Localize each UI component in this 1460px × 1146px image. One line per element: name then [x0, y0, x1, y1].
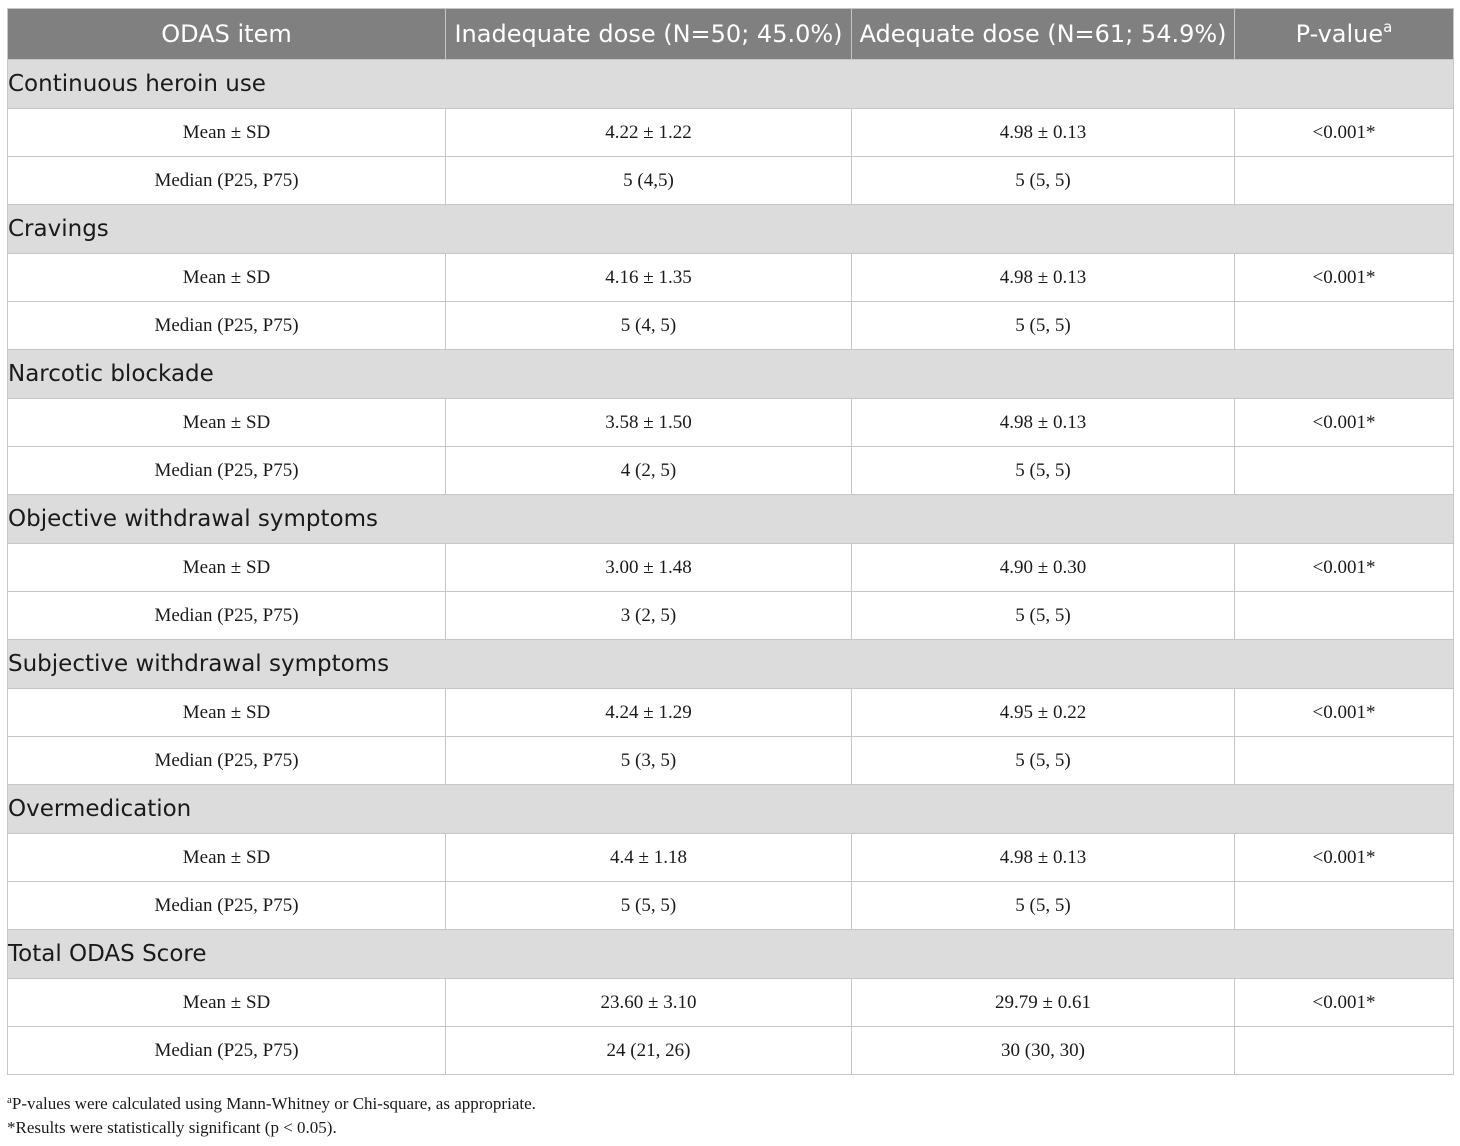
row-label: Median (P25, P75)	[8, 157, 446, 205]
adequate-dose-value: 5 (5, 5)	[852, 302, 1235, 350]
adequate-dose-value: 29.79 ± 0.61	[852, 979, 1235, 1027]
adequate-dose-value: 4.98 ± 0.13	[852, 109, 1235, 157]
row-label: Mean ± SD	[8, 254, 446, 302]
p-value	[1235, 447, 1454, 495]
section-row	[8, 60, 1454, 109]
header-row	[8, 9, 1454, 60]
adequate-dose-value: 5 (5, 5)	[852, 157, 1235, 205]
adequate-dose-value: 4.95 ± 0.22	[852, 689, 1235, 737]
section-row	[8, 785, 1454, 834]
p-value	[1235, 737, 1454, 785]
inadequate-dose-value: 4.16 ± 1.35	[446, 254, 852, 302]
row-label: Mean ± SD	[8, 399, 446, 447]
inadequate-dose-value: 4 (2, 5)	[446, 447, 852, 495]
header-adequate-dose: Adequate dose (N=61; 54.9%)	[852, 9, 1235, 60]
p-value	[1235, 302, 1454, 350]
adequate-dose-value: 5 (5, 5)	[852, 882, 1235, 930]
inadequate-dose-value: 5 (4,5)	[446, 157, 852, 205]
row-label: Mean ± SD	[8, 689, 446, 737]
p-value: <0.001*	[1235, 834, 1454, 882]
table-row	[8, 399, 1454, 447]
p-value: <0.001*	[1235, 544, 1454, 592]
row-label: Median (P25, P75)	[8, 302, 446, 350]
table-row	[8, 592, 1454, 640]
table-row	[8, 834, 1454, 882]
table-row	[8, 302, 1454, 350]
section-row	[8, 350, 1454, 399]
inadequate-dose-value: 5 (4, 5)	[446, 302, 852, 350]
inadequate-dose-value: 5 (3, 5)	[446, 737, 852, 785]
section-title: Overmedication	[8, 785, 1454, 834]
header-p-value-superscript: a	[1383, 18, 1393, 36]
footnote-a-text: P-values were calculated using Mann-Whitney or Chi-square, as appropriate.	[11, 1094, 536, 1113]
adequate-dose-value: 4.98 ± 0.13	[852, 834, 1235, 882]
inadequate-dose-value: 3 (2, 5)	[446, 592, 852, 640]
p-value: <0.001*	[1235, 399, 1454, 447]
table-row	[8, 157, 1454, 205]
section-row	[8, 205, 1454, 254]
section-title: Objective withdrawal symptoms	[8, 495, 1454, 544]
row-label: Median (P25, P75)	[8, 447, 446, 495]
inadequate-dose-value: 4.22 ± 1.22	[446, 109, 852, 157]
adequate-dose-value: 4.98 ± 0.13	[852, 399, 1235, 447]
p-value	[1235, 1027, 1454, 1075]
footnotes	[7, 1092, 1453, 1140]
footnote-a	[7, 1092, 1453, 1116]
row-label: Median (P25, P75)	[8, 882, 446, 930]
p-value: <0.001*	[1235, 109, 1454, 157]
p-value	[1235, 157, 1454, 205]
adequate-dose-value: 5 (5, 5)	[852, 447, 1235, 495]
section-title: Cravings	[8, 205, 1454, 254]
row-label: Median (P25, P75)	[8, 592, 446, 640]
adequate-dose-value: 4.90 ± 0.30	[852, 544, 1235, 592]
table-row	[8, 882, 1454, 930]
inadequate-dose-value: 3.58 ± 1.50	[446, 399, 852, 447]
section-title: Continuous heroin use	[8, 60, 1454, 109]
table-row	[8, 109, 1454, 157]
inadequate-dose-value: 4.24 ± 1.29	[446, 689, 852, 737]
row-label: Mean ± SD	[8, 979, 446, 1027]
p-value	[1235, 592, 1454, 640]
p-value: <0.001*	[1235, 254, 1454, 302]
p-value: <0.001*	[1235, 979, 1454, 1027]
row-label: Mean ± SD	[8, 544, 446, 592]
table-row	[8, 544, 1454, 592]
table-row	[8, 979, 1454, 1027]
inadequate-dose-value: 5 (5, 5)	[446, 882, 852, 930]
inadequate-dose-value: 24 (21, 26)	[446, 1027, 852, 1075]
adequate-dose-value: 5 (5, 5)	[852, 737, 1235, 785]
footnote-a-mark: a	[7, 1094, 12, 1106]
adequate-dose-value: 4.98 ± 0.13	[852, 254, 1235, 302]
row-label: Median (P25, P75)	[8, 737, 446, 785]
header-p-value	[1235, 9, 1454, 60]
table-row	[8, 1027, 1454, 1075]
row-label: Median (P25, P75)	[8, 1027, 446, 1075]
table-row	[8, 689, 1454, 737]
section-row	[8, 930, 1454, 979]
table-body	[8, 60, 1454, 1075]
section-title: Subjective withdrawal symptoms	[8, 640, 1454, 689]
p-value	[1235, 882, 1454, 930]
row-label: Mean ± SD	[8, 109, 446, 157]
section-row	[8, 495, 1454, 544]
table-row	[8, 254, 1454, 302]
table-row	[8, 447, 1454, 495]
section-row	[8, 640, 1454, 689]
section-title: Narcotic blockade	[8, 350, 1454, 399]
odas-table	[7, 8, 1454, 1075]
inadequate-dose-value: 23.60 ± 3.10	[446, 979, 852, 1027]
adequate-dose-value: 30 (30, 30)	[852, 1027, 1235, 1075]
p-value: <0.001*	[1235, 689, 1454, 737]
inadequate-dose-value: 4.4 ± 1.18	[446, 834, 852, 882]
inadequate-dose-value: 3.00 ± 1.48	[446, 544, 852, 592]
row-label: Mean ± SD	[8, 834, 446, 882]
table-row	[8, 737, 1454, 785]
header-p-value-label: P-value	[1295, 20, 1384, 48]
section-title: Total ODAS Score	[8, 930, 1454, 979]
header-inadequate-dose: Inadequate dose (N=50; 45.0%)	[446, 9, 852, 60]
header-odas-item: ODAS item	[8, 9, 446, 60]
adequate-dose-value: 5 (5, 5)	[852, 592, 1235, 640]
footnote-significance: *Results were statistically significant (p < 0.05).	[7, 1118, 337, 1137]
